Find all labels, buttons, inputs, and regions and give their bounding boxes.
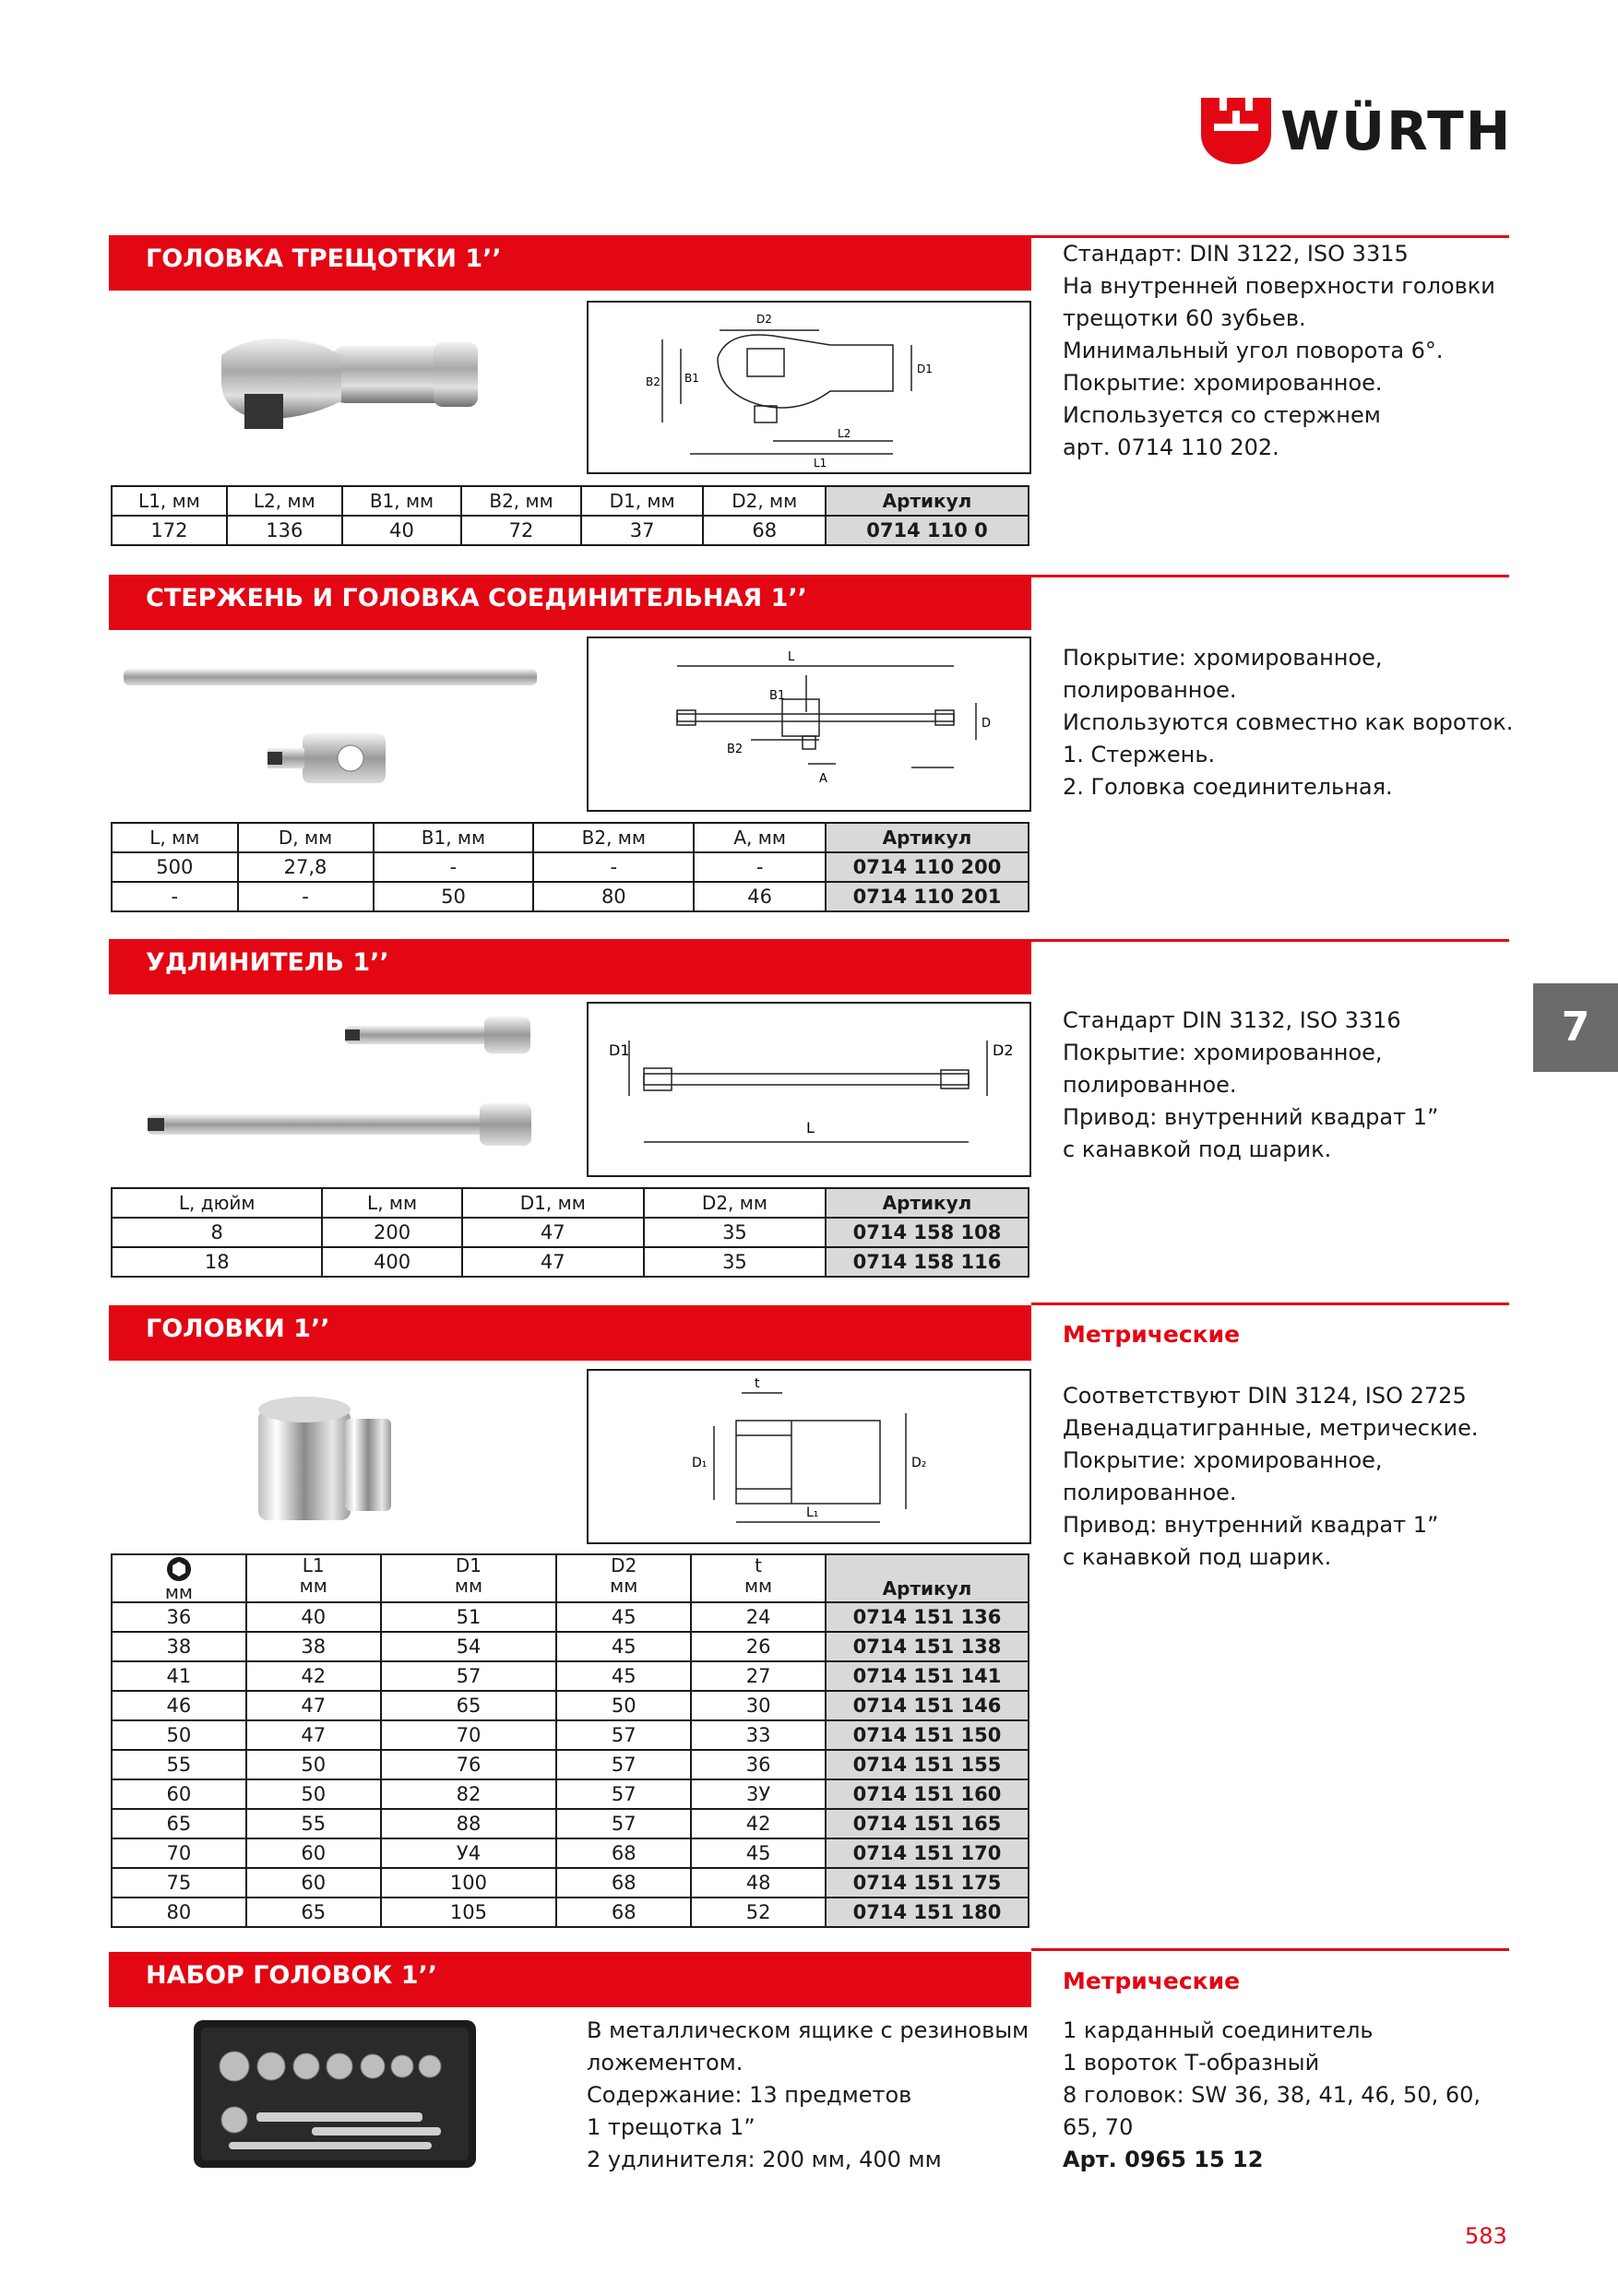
table-cell: 27,8: [238, 852, 374, 882]
dim-b1-label: B1: [684, 372, 699, 385]
table-cell: 38: [112, 1632, 246, 1661]
table-cell: 57: [381, 1661, 557, 1691]
desc-line: с канавкой под шарик.: [1063, 1136, 1332, 1162]
table-cell: 47: [462, 1218, 644, 1247]
dim-l1-label: L₁: [806, 1505, 819, 1520]
table-cell: 68: [556, 1868, 691, 1897]
desc-line: 8 головок: SW 36, 38, 41, 46, 50, 60,: [1063, 2082, 1481, 2108]
unit-label: мм: [164, 1581, 193, 1603]
hex-icon: [167, 1557, 191, 1581]
divider-line: [1031, 939, 1509, 942]
article-cell: 0714 151 180: [826, 1897, 1029, 1927]
table-cell: 500: [112, 852, 238, 882]
table-cell: 45: [556, 1632, 691, 1661]
table-cell: 37: [581, 516, 704, 545]
desc-line: В металлическом ящике с резиновым: [587, 2017, 1029, 2043]
table-cell: 50: [246, 1779, 381, 1809]
table-header-cell: L, дюйм: [112, 1188, 322, 1218]
table-cell: 76: [381, 1750, 557, 1779]
dim-d2-label: D2: [993, 1041, 1014, 1059]
desc-line: Стандарт DIN 3132, ISO 3316: [1063, 1007, 1401, 1033]
table-row: [112, 1661, 1029, 1691]
table-row: [112, 1602, 1029, 1632]
dim-b2-label: B2: [646, 375, 660, 388]
table-header-row: [112, 823, 1029, 852]
section-sockets-title: ГОЛОВКИ 1’’: [146, 1315, 330, 1343]
article-cell: 0714 110 201: [826, 882, 1029, 911]
desc-line: ложементом.: [587, 2050, 744, 2076]
table-cell: 47: [462, 1247, 644, 1277]
table-cell: 80: [112, 1897, 246, 1927]
desc-line: трещотки 60 зубьев.: [1063, 305, 1306, 331]
desc-line: Соответствуют DIN 3124, ISO 2725: [1063, 1383, 1467, 1409]
table-header-cell: L, мм: [322, 1188, 461, 1218]
article-cell: 0714 151 170: [826, 1838, 1029, 1868]
section-tab: 7: [1533, 983, 1618, 1072]
table-row: [112, 1218, 1029, 1247]
dim-l1-label: L1: [814, 457, 827, 470]
page-number: 583: [1465, 2223, 1507, 2249]
dim-d2-label: D2: [756, 313, 772, 326]
table-cell: 172: [112, 516, 227, 545]
desc-line: Содержание: 13 предметов: [587, 2082, 912, 2108]
article-cell: 0714 151 160: [826, 1779, 1029, 1809]
table-row: [112, 1809, 1029, 1838]
desc-line: 65, 70: [1063, 2114, 1134, 2140]
table-cell: 33: [691, 1720, 826, 1750]
table-cell: 47: [246, 1691, 381, 1720]
sockets-table-body: [112, 1602, 1029, 1927]
divider-line: [1031, 575, 1509, 577]
table-cell: 46: [694, 882, 826, 911]
table-header-cell: D2, мм: [703, 486, 826, 516]
desc-line: 1 трещотка 1”: [587, 2114, 755, 2140]
bar-description: [1063, 642, 1514, 803]
table-cell: 47: [246, 1720, 381, 1750]
table-cell: 50: [246, 1750, 381, 1779]
brand-name: WÜRTH: [1280, 100, 1513, 162]
sockets-description: [1063, 1380, 1505, 1574]
section-set-title: НАБОР ГОЛОВОК 1’’: [146, 1961, 438, 1990]
table-header-cell: D1, мм: [462, 1188, 644, 1218]
table-cell: 46: [112, 1691, 246, 1720]
extension-description: [1063, 1005, 1505, 1166]
table-cell: 136: [227, 516, 342, 545]
bar-table: [111, 822, 1029, 912]
table-row: [112, 1691, 1029, 1720]
table-row: [112, 1720, 1029, 1750]
desc-line: На внутренней поверхности головки: [1063, 273, 1495, 299]
table-header-cell: B1, мм: [374, 823, 534, 852]
table-cell: 65: [381, 1691, 557, 1720]
article-cell: 0714 158 108: [826, 1218, 1029, 1247]
table-cell: 18: [112, 1247, 322, 1277]
table-row: [112, 1779, 1029, 1809]
table-header-cell: D, мм: [238, 823, 374, 852]
table-cell: 50: [556, 1691, 691, 1720]
socket-drawing: [587, 1369, 1031, 1544]
table-cell: 52: [691, 1897, 826, 1927]
sockets-table: [111, 1553, 1029, 1928]
desc-line: Покрытие: хромированное,: [1063, 645, 1383, 671]
unit-label: мм: [454, 1575, 483, 1597]
table-header-cell: [112, 1554, 246, 1602]
article-cell: 0714 158 116: [826, 1247, 1029, 1277]
dim-t-label: t: [755, 1376, 760, 1391]
dim-b1-label: B1: [769, 689, 786, 703]
set-description-items: [1063, 2015, 1505, 2176]
dim-l-label: L: [788, 650, 795, 664]
dim-l2-label: L2: [838, 427, 851, 440]
table-cell: 35: [644, 1218, 826, 1247]
table-cell: 65: [246, 1897, 381, 1927]
divider-line: [1031, 1948, 1509, 1951]
desc-line: Минимальный угол поворота 6°.: [1063, 338, 1444, 363]
desc-line: Покрытие: хромированное,: [1063, 1040, 1383, 1065]
table-header-cell: D2, мм: [644, 1188, 826, 1218]
desc-line: арт. 0714 110 202.: [1063, 434, 1279, 460]
table-cell: 60: [112, 1779, 246, 1809]
desc-line: 2 удлинителя: 200 мм, 400 мм: [587, 2147, 942, 2172]
ratchet-photo: [203, 318, 498, 457]
table-cell: 68: [556, 1897, 691, 1927]
table-cell: 57: [556, 1809, 691, 1838]
divider-line: [1031, 1303, 1509, 1305]
table-cell: 50: [374, 882, 534, 911]
unit-label: мм: [299, 1575, 327, 1597]
article-cell: 0714 151 141: [826, 1661, 1029, 1691]
table-cell: 68: [703, 516, 826, 545]
table-row: [112, 852, 1029, 882]
section-extension-header: [109, 939, 1031, 994]
table-cell: 38: [246, 1632, 381, 1661]
table-cell: 57: [556, 1720, 691, 1750]
table-cell: 57: [556, 1750, 691, 1779]
article-cell: 0714 151 136: [826, 1602, 1029, 1632]
table-cell: 60: [246, 1838, 381, 1868]
desc-line: полированное.: [1063, 1480, 1237, 1505]
table-cell: 3У: [691, 1779, 826, 1809]
table-header-cell: Артикул: [826, 823, 1029, 852]
table-cell: 55: [246, 1809, 381, 1838]
table-row: [112, 1750, 1029, 1779]
table-cell: 80: [533, 882, 694, 911]
table-header-cell: [691, 1554, 826, 1602]
bar-photo: [120, 660, 544, 789]
socket-photo: [249, 1391, 406, 1529]
section-bar-title: СТЕРЖЕНЬ И ГОЛОВКА СОЕДИНИТЕЛЬНАЯ 1’’: [146, 584, 807, 613]
desc-line: Двенадцатигранные, метрические.: [1063, 1415, 1479, 1441]
header-label: L1: [302, 1554, 325, 1576]
table-header-cell: [246, 1554, 381, 1602]
dim-d2-label: D₂: [911, 1456, 927, 1470]
desc-line: 1 карданный соединитель: [1063, 2017, 1374, 2043]
table-header-row: [112, 486, 1029, 516]
table-cell: 88: [381, 1809, 557, 1838]
table-cell: -: [694, 852, 826, 882]
header-label: D1: [455, 1554, 482, 1576]
table-row: [112, 1868, 1029, 1897]
desc-line: Используется со стержнем: [1063, 402, 1381, 428]
header-label: t: [755, 1554, 762, 1576]
table-header-cell: A, мм: [694, 823, 826, 852]
desc-line: Привод: внутренний квадрат 1”: [1063, 1512, 1439, 1538]
dim-d1-label: D1: [609, 1041, 630, 1059]
article-cell: 0714 151 165: [826, 1809, 1029, 1838]
table-cell: 70: [381, 1720, 557, 1750]
ratchet-table: [111, 485, 1029, 546]
table-cell: -: [238, 882, 374, 911]
article-cell: 0714 110 0: [826, 516, 1029, 545]
table-cell: 40: [342, 516, 462, 545]
desc-line: 1. Стержень.: [1063, 742, 1216, 767]
extension-photo: [138, 1015, 544, 1153]
section-sockets-header: [109, 1305, 1031, 1361]
dim-d-label: D: [982, 717, 992, 731]
table-cell: 60: [246, 1868, 381, 1897]
table-row: [112, 1838, 1029, 1868]
table-cell: 36: [112, 1602, 246, 1632]
article-cell: 0714 151 150: [826, 1720, 1029, 1750]
dim-a-label: A: [819, 772, 827, 786]
bar-drawing: [587, 636, 1031, 812]
table-cell: 45: [556, 1661, 691, 1691]
table-header-cell: B2, мм: [461, 486, 581, 516]
set-subhead: Метрические: [1063, 1968, 1241, 1994]
table-cell: 48: [691, 1868, 826, 1897]
table-row: [112, 516, 1029, 545]
table-cell: -: [533, 852, 694, 882]
section-bar-header: [109, 575, 1031, 630]
table-row: [112, 882, 1029, 911]
table-row: [112, 1897, 1029, 1927]
section-ratchet-header: [109, 235, 1031, 291]
table-cell: 30: [691, 1691, 826, 1720]
desc-line: 2. Головка соединительная.: [1063, 774, 1393, 800]
extension-table: [111, 1187, 1029, 1278]
table-cell: 70: [112, 1838, 246, 1868]
table-cell: 36: [691, 1750, 826, 1779]
ratchet-description: [1063, 238, 1505, 464]
article-cell: 0714 151 138: [826, 1632, 1029, 1661]
table-header-cell: L2, мм: [227, 486, 342, 516]
table-cell: 400: [322, 1247, 461, 1277]
dim-l-label: L: [806, 1119, 815, 1136]
table-cell: 200: [322, 1218, 461, 1247]
ratchet-drawing: [587, 301, 1031, 474]
table-cell: 42: [691, 1809, 826, 1838]
desc-line: Используются совместно как вороток.: [1063, 709, 1514, 735]
table-cell: 75: [112, 1868, 246, 1897]
table-header-row: [112, 1188, 1029, 1218]
table-cell: 51: [381, 1602, 557, 1632]
desc-line: полированное.: [1063, 677, 1237, 703]
header-label: D2: [611, 1554, 637, 1576]
table-header-cell: Артикул: [826, 1554, 1029, 1602]
table-cell: 26: [691, 1632, 826, 1661]
set-article: Арт. 0965 15 12: [1063, 2147, 1264, 2172]
table-header-cell: L, мм: [112, 823, 238, 852]
table-cell: 27: [691, 1661, 826, 1691]
table-cell: 8: [112, 1218, 322, 1247]
table-cell: -: [374, 852, 534, 882]
table-cell: 55: [112, 1750, 246, 1779]
sockets-subhead: Метрические: [1063, 1321, 1241, 1348]
table-cell: 40: [246, 1602, 381, 1632]
table-cell: 57: [556, 1779, 691, 1809]
desc-line: Покрытие: хромированное.: [1063, 370, 1383, 396]
table-cell: 72: [461, 516, 581, 545]
table-header-cell: [556, 1554, 691, 1602]
article-cell: 0714 151 146: [826, 1691, 1029, 1720]
table-cell: 24: [691, 1602, 826, 1632]
article-cell: 0714 151 155: [826, 1750, 1029, 1779]
article-cell: 0714 151 175: [826, 1868, 1029, 1897]
article-cell: 0714 110 200: [826, 852, 1029, 882]
table-header-cell: Артикул: [826, 1188, 1029, 1218]
dim-b2-label: B2: [727, 743, 744, 756]
table-cell: 54: [381, 1632, 557, 1661]
table-cell: -: [112, 882, 238, 911]
section-extension-title: УДЛИНИТЕЛЬ 1’’: [146, 948, 389, 977]
table-cell: 41: [112, 1661, 246, 1691]
desc-line: с канавкой под шарик.: [1063, 1544, 1332, 1570]
table-header-cell: B2, мм: [533, 823, 694, 852]
table-row: [112, 1632, 1029, 1661]
table-cell: 100: [381, 1868, 557, 1897]
socket-set-photo: [192, 2018, 478, 2170]
unit-label: мм: [610, 1575, 638, 1597]
table-header-cell: L1, мм: [112, 486, 227, 516]
table-header-cell: Артикул: [826, 486, 1029, 516]
table-cell: 45: [556, 1602, 691, 1632]
table-cell: 105: [381, 1897, 557, 1927]
wurth-logo-icon: [1201, 98, 1271, 164]
table-cell: 50: [112, 1720, 246, 1750]
dim-d1-label: D1: [917, 363, 933, 375]
table-cell: 42: [246, 1661, 381, 1691]
section-set-header: [109, 1952, 1031, 2007]
unit-label: мм: [744, 1575, 773, 1597]
table-cell: 68: [556, 1838, 691, 1868]
table-header-cell: [381, 1554, 557, 1602]
desc-line: Привод: внутренний квадрат 1”: [1063, 1104, 1439, 1130]
table-cell: У4: [381, 1838, 557, 1868]
table-cell: 35: [644, 1247, 826, 1277]
desc-line: полированное.: [1063, 1072, 1237, 1098]
desc-line: Покрытие: хромированное,: [1063, 1447, 1383, 1473]
table-header-row: [112, 1554, 1029, 1602]
dim-d1-label: D₁: [692, 1456, 708, 1470]
table-cell: 45: [691, 1838, 826, 1868]
section-ratchet-title: ГОЛОВКА ТРЕЩОТКИ 1’’: [146, 244, 502, 273]
desc-line: Стандарт: DIN 3122, ISO 3315: [1063, 241, 1409, 267]
set-description-contents: [587, 2015, 1048, 2176]
table-cell: 82: [381, 1779, 557, 1809]
table-cell: 65: [112, 1809, 246, 1838]
table-header-cell: D1, мм: [581, 486, 704, 516]
table-header-cell: B1, мм: [342, 486, 462, 516]
desc-line: 1 вороток Т-образный: [1063, 2050, 1320, 2076]
extension-drawing: [587, 1002, 1031, 1177]
table-row: [112, 1247, 1029, 1277]
